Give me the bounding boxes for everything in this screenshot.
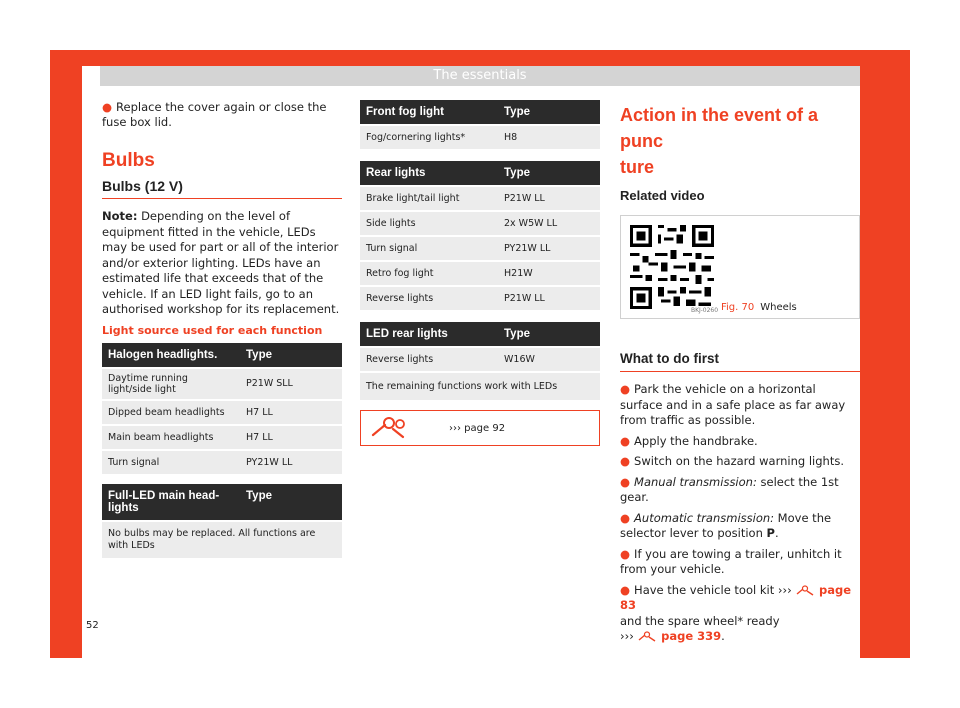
wrench-icon <box>369 415 409 441</box>
page-number: 52 <box>86 620 99 631</box>
table-row: Dipped beam headlights H7 LL <box>102 400 342 425</box>
table-header: Rear lights <box>360 161 498 186</box>
column-2 <box>360 100 600 446</box>
table-row: Fog/cornering lights* H8 <box>360 125 600 149</box>
list-item: ● Switch on the hazard warning lights. <box>620 454 844 468</box>
front-fog-table <box>360 100 600 149</box>
table-header: Full-LED main headlights <box>102 484 240 521</box>
table-row: Turn signal PY21W LL <box>360 236 600 261</box>
table-header: Type <box>240 484 342 521</box>
list-item: ● Automatic transmission: Move the selector lever to position P. <box>620 510 832 540</box>
rear-lights-table <box>360 161 600 310</box>
qr-code-icon[interactable] <box>627 222 717 312</box>
page-link[interactable]: page 83 <box>620 582 852 612</box>
table-header: Type <box>498 161 600 186</box>
list-item: ● Have the vehicle tool kit ››› page 83 and the spare wheel* ready ››› page 339. <box>620 582 852 643</box>
table-row: Daytime running light/side light P21W SLL <box>102 368 342 400</box>
halogen-table <box>102 343 342 474</box>
led-main-table <box>102 484 342 558</box>
table-header: LED rear lights <box>360 322 498 347</box>
column-1 <box>102 100 342 568</box>
table-row: Main beam headlights H7 LL <box>102 425 342 450</box>
section-title: Action in the event of a punc ture <box>620 105 819 177</box>
table-row: Reverse lights W16W <box>360 347 600 372</box>
figure-box <box>620 215 860 319</box>
page-reference-link[interactable]: ››› page 92 <box>449 422 506 434</box>
sub-title: Bulbs (12 V) <box>102 178 342 199</box>
page-link[interactable]: page 339 <box>661 629 722 643</box>
what-to-do-first-heading: What to do first <box>620 351 860 372</box>
source-label: Light source used for each function <box>102 323 323 337</box>
note: Note: Depending on the level of equipment fitted in the vehicle, LEDs may be used for part or all of the interior and/or exterior lighting. LEDs have an estimated life that exceeds that of the vehicle. If an LED light fails, go to an authorised workshop for its replacement. <box>102 209 340 316</box>
list-item: ● Manual transmission: select the 1st gear. <box>620 474 839 504</box>
related-video-heading: Related video <box>620 188 705 203</box>
page-reference-box <box>360 410 600 446</box>
table-row: Side lights 2x W5W LL <box>360 211 600 236</box>
table-header: Type <box>498 322 600 347</box>
intro-bullet: ● Replace the cover again or close the fuse box lid. <box>102 100 327 129</box>
header-title: The essentials <box>433 68 527 83</box>
header-bar <box>100 66 860 86</box>
wrench-icon <box>795 585 815 596</box>
table-row: No bulbs may be replaced. All functions are with LEDs <box>102 521 342 558</box>
qr-code-label: BKJ-0260 <box>691 307 719 314</box>
table-row: Reverse lights P21W LL <box>360 286 600 310</box>
wrench-icon <box>637 631 657 642</box>
table-header: Front fog light <box>360 100 498 125</box>
table-header: Type <box>498 100 600 125</box>
table-header: Type <box>240 343 342 368</box>
list-item: ● If you are towing a trailer, unhitch it from your vehicle. <box>620 546 842 576</box>
table-row: Retro fog light H21W <box>360 261 600 286</box>
list-item: ● Apply the handbrake. <box>620 433 758 448</box>
table-row: Turn signal PY21W LL <box>102 450 342 474</box>
section-title: Bulbs <box>102 150 155 171</box>
table-row: Brake light/tail light P21W LL <box>360 186 600 211</box>
led-rear-table <box>360 322 600 400</box>
list-item: ● Park the vehicle on a horizontal surface and in a safe place as far away from traffic as possible. <box>620 382 846 427</box>
column-3 <box>620 100 860 650</box>
table-header: Halogen headlights. <box>102 343 240 368</box>
table-row: The remaining functions work with LEDs <box>360 372 600 400</box>
figure-caption: Fig. 70 Wheels <box>721 302 797 313</box>
